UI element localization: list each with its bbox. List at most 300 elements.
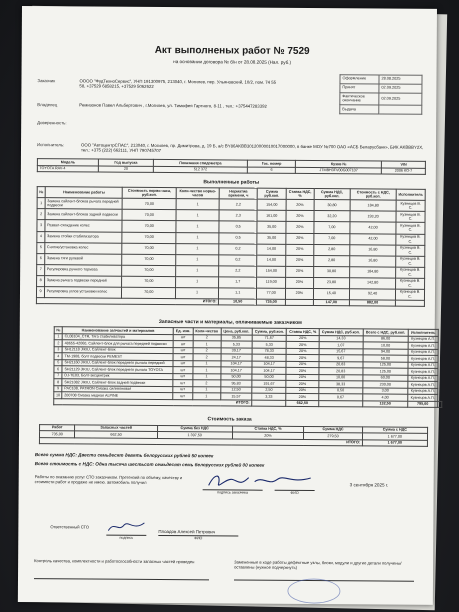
quality-signature-line <box>34 578 209 580</box>
responsible-signature <box>106 519 146 535</box>
works-total-value: 882,00 <box>350 299 396 306</box>
parts-cell: 20% <box>286 361 318 368</box>
works-cell: Кузнецов В. С. <box>396 245 425 256</box>
parts-cell: Кузнецов А.П. <box>408 375 438 382</box>
works-cell: Кузнецов В. С. <box>396 201 425 212</box>
parts-cell: шт <box>173 347 192 354</box>
parts-header: Ставка НДС, % <box>287 329 319 336</box>
parts-cell: SH12118 JIKIU, Сайлент-блок <box>63 347 174 354</box>
parts-cell: 15,67 <box>319 348 363 355</box>
parts-cell: CL08104_CTR, Тяга стабилизатора <box>63 334 174 341</box>
parts-header: Цена, руб.коп. <box>221 328 252 335</box>
parts-cell: Кузнецов А.П. <box>408 356 438 363</box>
works-cell: 32,20 <box>314 211 351 222</box>
parts-cell: 20,83 <box>319 361 363 368</box>
parts-cell: Кузнецов А.П. <box>408 349 438 356</box>
parts-cell: шт <box>173 380 192 387</box>
parts-cell: шт <box>173 334 192 341</box>
vehicle-header: Показания спидометра <box>153 160 247 167</box>
works-cell: 20% <box>286 255 314 266</box>
parts-cell: 86,00 <box>363 336 408 343</box>
parts-cell: PAC108, PATRON Смазка силиконовая <box>62 386 173 393</box>
parts-cell: шт <box>173 341 192 348</box>
vehicle-table <box>37 158 426 175</box>
contact-value <box>79 120 279 121</box>
cost-cell: 662,50 <box>75 431 157 438</box>
parts-cell: 58,00 <box>363 355 408 362</box>
works-header: Ставка НДС, % <box>286 189 314 200</box>
owner-label: Владелец <box>37 101 58 108</box>
works-total-label: ИТОГО: <box>36 297 218 305</box>
works-cell: Замена стойки стабилизатора <box>45 231 122 243</box>
works-cell: 35,00 <box>257 222 286 233</box>
works-cell: 70,00 <box>123 199 177 210</box>
works-cell: 14,00 <box>257 244 286 255</box>
cost-cell: 735,00 <box>39 431 74 438</box>
parts-cell: 38,33 <box>319 381 363 388</box>
parts-cell: 1 <box>193 367 221 374</box>
works-cell: 1 <box>176 243 219 254</box>
parts-title: Запасные части и материалы, оплачиваемые заказчиком <box>158 319 302 327</box>
vehicle-header: VIN <box>382 161 426 168</box>
works-cell: 20% <box>286 266 314 277</box>
cost-header: Сумма НДС <box>304 426 362 433</box>
vat-sum-words: Всего сумма НДС: Двести семьдесят девять белорусских рублей 50 копеек <box>34 452 214 459</box>
parts-cell: Кузнецов А.П. <box>408 336 438 343</box>
works-cell: 0,5 <box>219 221 257 232</box>
works-cell: Регулировка углов установки колес <box>45 286 122 298</box>
works-cell: 92,40 <box>350 288 396 299</box>
works-cell: 0,5 <box>219 232 257 243</box>
cost-header: Работ <box>40 424 75 431</box>
works-cell: 1 <box>176 265 219 276</box>
works-total-value: 10,50 <box>219 299 257 306</box>
customer-label: Заказчик <box>37 77 56 84</box>
works-cell: 1 <box>37 198 45 209</box>
vehicle-row <box>37 165 425 174</box>
parties-block <box>37 78 426 143</box>
signatures-area <box>34 466 424 612</box>
works-cell: 1 <box>176 221 219 232</box>
parts-cell: 1 <box>192 393 220 400</box>
works-cell: Регулировка ручного тормоза <box>45 264 122 276</box>
parts-cell: шт <box>173 373 192 380</box>
customer-signature <box>205 470 315 493</box>
parts-cell: Кузнецов А.П. <box>408 382 438 389</box>
works-cell: 154,00 <box>257 200 286 211</box>
total-sum-words: Всего стоимость с НДС: Одна тысяча шестьсот семьдесят семь белорусских рублей 00 копеек <box>34 460 265 468</box>
works-cell: 20% <box>286 244 314 255</box>
works-cell: 1 <box>176 276 219 287</box>
parts-cell: 4 <box>54 353 63 360</box>
vehicle-cell: 6 <box>247 167 295 174</box>
parts-cell: 10,00 <box>319 374 363 381</box>
parts-cell: 104,17 <box>252 368 287 375</box>
works-total-row <box>36 297 424 306</box>
works-cell: 70,00 <box>122 243 176 254</box>
works-cell: 1 <box>176 232 219 243</box>
executor-name-label: ФИО <box>158 535 238 541</box>
parts-cell: 5 <box>54 360 63 367</box>
dates-row <box>340 105 422 115</box>
works-cell: Кузнецов В. С. <box>396 223 425 234</box>
vehicle-cell: TOYOTA RAV-4 <box>37 165 98 172</box>
works-cell: 1,7 <box>219 277 257 288</box>
works-cell: 193,20 <box>350 211 396 222</box>
parts-total-row <box>54 399 442 408</box>
parts-header: Наименование запчастей и материалов <box>63 327 174 334</box>
works-cell: 70,00 <box>122 221 176 232</box>
works-cell: 8 <box>37 275 45 286</box>
cost-total-value: 1 677,00 <box>362 439 427 446</box>
parts-cell: 2 <box>192 380 220 387</box>
vehicle-header: Год выпуска <box>98 159 153 166</box>
works-cell: 2,2 <box>219 199 257 210</box>
cost-total-row <box>39 437 427 446</box>
works-cell: 1,1 <box>219 288 257 299</box>
works-cell: 20% <box>286 233 314 244</box>
dates-table <box>339 74 422 115</box>
date-value: 28.08.2025 <box>379 75 422 84</box>
parts-cell: 3,00 <box>362 388 407 395</box>
parts-cell: 5,33 <box>252 341 287 348</box>
parts-cell: 0,50 <box>319 388 363 395</box>
parts-cell: 1 <box>193 361 221 368</box>
executor-value: ООО "АвтоцентрСПАС", 213040, г. Могилев, пр. Димитрова, д. 19 Б, а/с BY86AKBB30120000010017000000, в банке МОУ №700 ОАО «АСБ Беларусбанк», БИК AKBBBY2X, тел.: +375 (222) 662111, УНП 790745707 <box>80 142 424 153</box>
parts-cell: 230,00 <box>363 381 408 388</box>
parts-cell: 9,67 <box>319 355 363 362</box>
works-cell: 9 <box>36 286 44 297</box>
works-cell: Кузнецов В. С. <box>396 234 425 245</box>
cost-title: Стоимость заказа <box>207 416 252 424</box>
works-cell: 161,00 <box>257 211 286 222</box>
parts-header: Сумма, руб.коп. <box>252 328 287 335</box>
works-cell: Кузнецов В. С. <box>396 256 425 267</box>
works-cell: 7,00 <box>314 233 351 244</box>
vehicle-header: Гос. номер <box>247 160 295 167</box>
parts-cell: 20% <box>286 355 318 362</box>
parts-cell: 8 <box>54 379 63 386</box>
contact-label: Доверенность: <box>37 119 67 126</box>
parts-cell: 191,67 <box>252 381 287 388</box>
parts-cell: 3,33 <box>252 394 287 401</box>
works-cell: 20% <box>286 288 314 299</box>
parts-cell: SH21129 JIKIU, Сайлент-блок переднего рычага TOYOTA <box>62 366 173 373</box>
parts-cell: 1 <box>193 374 221 381</box>
works-cell: 5 <box>37 242 45 253</box>
parts-cell: 20% <box>286 342 318 349</box>
date-label: Выдача <box>340 105 379 114</box>
parts-cell: 1 <box>54 334 63 341</box>
works-cell: 35,00 <box>257 233 286 244</box>
parts-cell: 60,00 <box>363 375 408 382</box>
works-cell: 2,3 <box>219 210 257 221</box>
works-cell: 1 <box>176 210 219 221</box>
works-cell: 23,80 <box>313 277 350 288</box>
parts-cell: 95,83 <box>220 380 251 387</box>
vehicle-cell: 2006 КО-7 <box>382 168 426 175</box>
cost-table <box>39 424 428 447</box>
parts-cell: 2 <box>193 348 221 355</box>
parts-cell: 125,00 <box>363 368 408 375</box>
parts-total-value: 662,50 <box>286 400 318 407</box>
date-label: Фактическое окончание <box>340 93 379 106</box>
parts-header: Исполнитель <box>408 330 438 337</box>
dates-row <box>340 93 422 106</box>
works-cell: 184,80 <box>350 266 396 277</box>
parts-cell: Кузнецов А.П. <box>408 343 438 350</box>
executor-label: Исполнитель: <box>37 141 65 148</box>
responsible-role: Ответственный СТО <box>50 524 90 530</box>
parts-cell: 20% <box>286 368 318 375</box>
works-cell: Кузнецов В. С. <box>396 267 425 278</box>
cost-cell: 1 397,50 <box>157 432 232 439</box>
parts-cell: шт <box>173 360 192 367</box>
cost-cell: 20% <box>232 432 304 439</box>
works-cell: 20% <box>286 222 314 233</box>
works-cell: 42,00 <box>350 233 396 244</box>
works-cell: 30,80 <box>313 266 350 277</box>
cost-header: Запасных частей <box>75 424 157 431</box>
parts-cell: 14,33 <box>319 335 363 342</box>
works-cell: Развал-схождение колес <box>45 220 122 232</box>
parts-total-value: 132,50 <box>362 401 407 408</box>
works-cell: 184,80 <box>350 200 396 211</box>
parts-cell: 2,50 <box>252 387 287 394</box>
works-cell: 70,00 <box>122 232 176 243</box>
works-cell: 2,2 <box>219 265 257 276</box>
works-cell: 20% <box>286 200 314 211</box>
parts-cell: ТМ-1908, болт подвески PEMEST <box>63 353 174 360</box>
parts-cell: Кузнецов А.П. <box>408 388 438 395</box>
works-header: Коли-чество нормо-часов <box>176 188 219 199</box>
cost-header: Ставка НДС, % <box>232 426 304 433</box>
works-table <box>36 186 426 307</box>
vehicle-cell: 512 372 <box>153 166 247 173</box>
works-cell: 7 <box>37 264 45 275</box>
parts-cell: 2 <box>54 340 63 347</box>
parts-cell: 9 <box>54 386 63 393</box>
works-cell: 70,00 <box>122 265 176 276</box>
parts-cell: 20% <box>287 335 319 342</box>
works-cell: 70,00 <box>122 254 176 265</box>
parts-cell: 20% <box>286 387 318 394</box>
parts-cell: 39,17 <box>221 348 252 355</box>
works-cell: Кузнецов В. С. <box>395 289 424 300</box>
parts-cell: 200708 Смазка медная ALPINE <box>62 392 173 399</box>
parts-total-label: ИТОГО: <box>54 399 252 407</box>
date-label: Принят <box>340 84 379 93</box>
works-cell: 16,80 <box>350 255 396 266</box>
parts-cell: 20% <box>286 394 318 401</box>
works-header: Наименование работы <box>45 187 122 199</box>
parts-header: Всего с НДС, руб.коп. <box>363 329 408 336</box>
works-header: Исполнитель <box>396 189 425 200</box>
parts-cell: шт <box>173 367 192 374</box>
works-cell: 0,2 <box>219 243 257 254</box>
parts-cell: 20% <box>286 374 318 381</box>
works-cell: Замена тяги рулевой <box>45 253 122 265</box>
parts-total-empty <box>437 401 441 408</box>
works-cell: 2,80 <box>313 255 350 266</box>
works-cell: 20% <box>286 277 314 288</box>
works-cell: 1 <box>176 254 219 265</box>
acceptance-text: Работы по оказанию услуг СТО заказчиком. Претензий по объему, качеству и стоимости работ и продаже не имею. автомобиль получил <box>34 474 183 486</box>
vehicle-header: Кузов № <box>296 161 382 168</box>
works-cell: 16,80 <box>350 244 396 255</box>
parts-cell: DJ-TE03, Болт-эксцентрик <box>62 373 173 380</box>
works-cell: 119,00 <box>257 277 286 288</box>
parts-header: № <box>54 327 63 334</box>
parts-total-value: 795,00 <box>408 401 438 408</box>
works-total-empty <box>286 299 314 306</box>
parts-cell: 5,33 <box>221 341 252 348</box>
parts-cell: 78,33 <box>252 348 287 355</box>
works-cell: 0,2 <box>219 254 257 265</box>
parts-cell: 20,83 <box>319 368 363 375</box>
parts-cell: 15,57 <box>220 393 251 400</box>
works-total-empty <box>395 300 424 307</box>
works-cell: 20% <box>286 211 314 222</box>
parts-cell: 1 <box>192 387 220 394</box>
parts-cell: Кузнецов А.П. <box>408 362 438 369</box>
works-cell: 70,00 <box>122 210 176 221</box>
executor-row <box>37 142 426 155</box>
works-cell: Замена сайлент-блоков рычага передней подвески <box>45 198 122 210</box>
parts-cell: 24,17 <box>221 354 252 361</box>
works-cell: 70,00 <box>122 276 176 287</box>
works-header: Сумма руб.коп. <box>257 189 286 200</box>
parts-cell: шт <box>173 354 192 361</box>
customer-signature-label: подпись заказчика <box>203 490 263 496</box>
parts-cell: 71,67 <box>252 335 287 342</box>
parts-cell: 104,17 <box>220 367 251 374</box>
cost-cell: 279,50 <box>304 433 362 440</box>
customer-row <box>37 77 277 89</box>
parts-cell: 48,33 <box>252 354 287 361</box>
parts-cell: 6 <box>54 366 63 373</box>
works-cell: Замена сайлент-блоков задней подвески <box>45 209 122 221</box>
acceptance-date: 3 сентября 2025 г. <box>349 482 389 488</box>
parts-cell: 48655-42060, Сайлент-блок для рычага передней подвески <box>63 340 174 347</box>
contact-row <box>37 119 277 126</box>
works-cell: 14,00 <box>257 255 286 266</box>
parts-header: Сумма НДС, руб.коп. <box>319 329 363 336</box>
parts-cell: 94,00 <box>363 349 408 356</box>
works-cell: 70,00 <box>122 287 176 298</box>
parts-cell: Кузнецов А.П. <box>408 395 438 402</box>
works-cell: 4 <box>37 231 45 242</box>
works-cell: Замена рычага подвески передней <box>45 275 122 287</box>
works-cell: 15,40 <box>313 288 350 299</box>
parts-cell: 3 <box>54 347 63 354</box>
works-cell: 3 <box>37 220 45 231</box>
date-value: 02.09.2025 <box>379 84 422 93</box>
works-cell: 2 <box>37 209 45 220</box>
works-cell: 77,00 <box>257 288 286 299</box>
executor-name: Плоадов Алексей Петрович <box>158 529 216 535</box>
document-title: Акт выполненых работ № 7529 <box>154 44 310 58</box>
cost-header: Сумма без НДС <box>157 425 232 432</box>
parts-cell: Кузнецов А.П. <box>408 369 438 376</box>
works-header: Стоимость с НДС, руб.коп. <box>350 189 396 200</box>
vehicle-cell: JTMBH3FV00G007107 <box>296 167 382 174</box>
cost-total-label: ИТОГО: <box>39 437 362 446</box>
stamp-mark <box>284 576 344 606</box>
document-sheet <box>18 6 437 605</box>
works-header: Сумма НДС, руб.коп. <box>314 189 351 200</box>
parts-cell: 4,00 <box>362 394 407 401</box>
customer-value: ОООО "ФудТехноСервис", УНП 191300975, 213040, г. Могилев, пер. Ульяновский, 10/2, пом. 74 55 58, +37529 6858215, +37529 5062622 <box>79 78 277 89</box>
parts-table <box>53 327 443 409</box>
parts-cell: шт <box>173 393 192 400</box>
works-cell: Снятие/установка колес <box>45 242 122 254</box>
quality-control-text: Контроль качества, комплектности и работоспособности запасных частей проведен <box>34 558 195 565</box>
works-cell: 7,00 <box>314 222 351 233</box>
works-total-value: 735,00 <box>257 299 286 306</box>
customer-name-label: ФИО <box>275 490 315 496</box>
parts-header: Коли-чество <box>193 328 221 335</box>
parts-cell: 104,17 <box>221 361 252 368</box>
parts-cell: SH21160 JIKIU, Сайлент-блок переднего рычага передний <box>62 360 173 367</box>
parts-cell: 2 <box>193 335 221 342</box>
parts-cell: 12,50 <box>220 387 251 394</box>
date-value: 02.09.2025 <box>379 93 422 106</box>
parts-cell: 10,00 <box>363 342 408 349</box>
works-cell: 30,80 <box>314 200 351 211</box>
parts-cell: 2 <box>193 354 221 361</box>
vehicle-header: Модель <box>37 159 98 166</box>
parts-total-empty <box>252 400 287 407</box>
works-total-value: 147,00 <box>313 299 349 306</box>
parts-cell: 7 <box>54 373 63 380</box>
date-value <box>379 105 422 114</box>
works-cell: 1 <box>176 287 219 298</box>
works-cell: 142,80 <box>350 277 396 288</box>
responsible-signature-label: подпись <box>106 535 146 541</box>
parts-cell: шт <box>173 387 192 394</box>
parts-cell: 104,17 <box>252 361 287 368</box>
date-label: Оформление <box>340 75 379 84</box>
vehicle-cell: 20 <box>98 166 153 173</box>
works-cell: 1 <box>176 199 219 210</box>
parts-cell: 0,67 <box>319 394 363 401</box>
works-cell: 2,80 <box>313 244 350 255</box>
cost-cell: 1 677,00 <box>362 433 427 440</box>
parts-cell: 50,00 <box>252 374 287 381</box>
parts-cell: 35,85 <box>221 335 252 342</box>
works-cell: 154,00 <box>257 266 286 277</box>
works-title: Выполненные работы <box>203 179 260 186</box>
parts-cell: SH21082 JIKIU, Сайлент-блок задней подвески <box>62 379 173 386</box>
parts-cell: 20% <box>286 348 318 355</box>
works-cell: 6 <box>37 253 45 264</box>
parts-cell: 1 <box>193 341 221 348</box>
owner-row <box>37 101 277 109</box>
document-subtitle: на основании договора № б/н от 28.08.2025 (Нал. руб.) <box>173 59 292 66</box>
parts-cell: 1,07 <box>319 342 363 349</box>
parts-cell: 10 <box>54 392 63 399</box>
works-header: Норматив времени, ч <box>219 188 257 199</box>
parts-total-empty <box>318 401 362 408</box>
replaced-parts-text: Замененные в ходе работы дефектные узлы, блоки, модули и другие детали получены/оставлены (нужное подчеркнуть) <box>234 559 402 571</box>
parts-cell: 125,00 <box>363 362 408 369</box>
works-cell: 42,00 <box>350 222 396 233</box>
works-cell: Кузнецов В. С. <box>396 278 425 289</box>
parts-header: Ед. изм. <box>173 328 192 335</box>
works-header: Стоимость нормо-часа, руб.коп. <box>123 188 177 199</box>
works-header: № <box>37 187 45 198</box>
